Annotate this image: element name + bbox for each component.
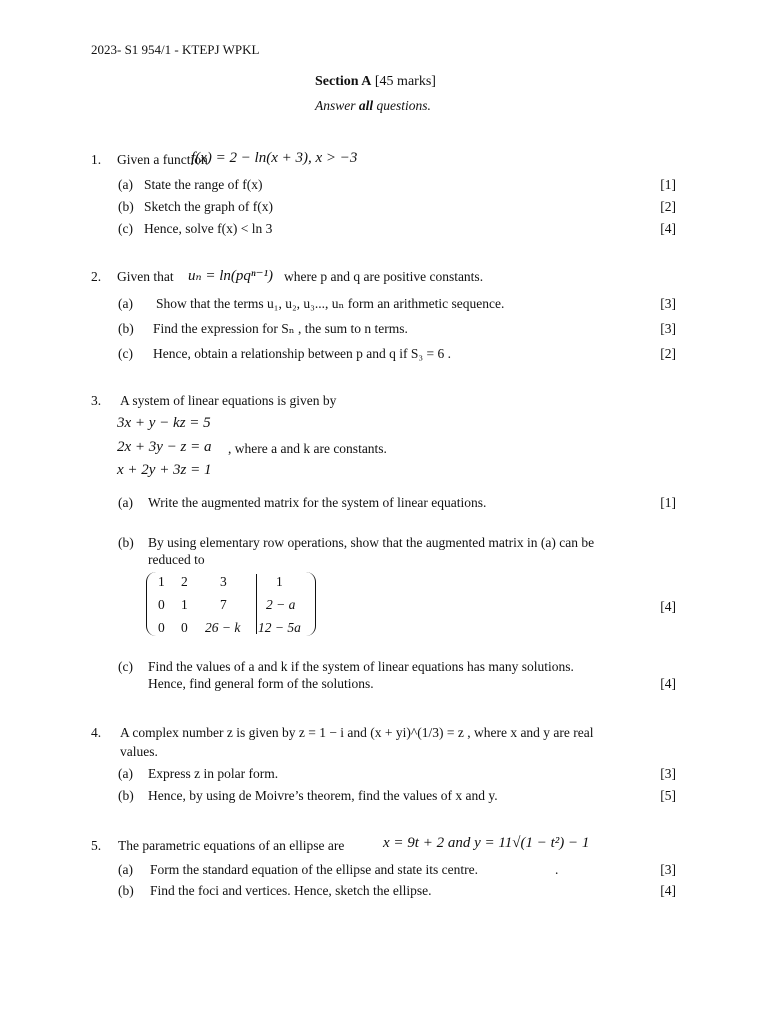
section-marks: [45 marks] [374,74,436,89]
augmented-matrix [146,572,316,638]
part-mark: [4] [660,676,676,691]
matrix-cell: 26 − k [205,620,241,635]
part-label: (b) [118,788,134,803]
part-mark: [4] [660,883,676,898]
part-mark: [3] [660,296,676,311]
matrix-cell: 7 [220,597,227,612]
part-label: (c) [118,221,133,236]
part-mark: [4] [660,221,676,236]
part-label: (a) [118,177,133,192]
question-stem-line-2: values. [120,744,158,759]
instruction-pre: Answer [315,98,359,113]
part-mark: [2] [660,199,676,214]
part-mark: [3] [660,766,676,781]
matrix-cell: 0 [158,620,165,635]
matrix-cell: 1 [276,574,283,589]
part-text: Hence, by using de Moivre’s theorem, find the values of x and y. [148,788,498,803]
part-text: Hence, solve f(x) < ln 3 [144,221,273,236]
question-stem-cont: where p and q are positive constants. [284,269,484,284]
equation-note: , where a and k are constants. [228,441,387,456]
part-text: Show that the terms u₁, u₂, u₃..., uₙ form an arithmetic sequence. [156,296,505,311]
matrix-cell: 2 [181,574,188,589]
part-text: Express z in polar form. [148,766,279,781]
part-text: Find the expression for Sₙ , the sum to n terms. [153,321,408,336]
part-text: State the range of f(x) [144,177,263,192]
function-expression: f(x) = 2 − ln(x + 3), x > −3 [191,150,358,166]
part-label: (b) [118,199,134,214]
part-mark: [3] [660,862,676,877]
part-label: (c) [118,659,133,674]
section-title-line [315,74,436,90]
left-bracket [146,572,157,636]
instruction-bold: all [358,98,374,113]
equation-2: 2x + 3y − z = a [117,439,212,455]
equation-1: 3x + y − kz = 5 [117,415,211,431]
part-label: (a) [118,766,133,781]
parametric-equations: x = 9t + 2 and y = 11√(1 − t²) − 1 [383,835,590,851]
equation-3: x + 2y + 3z = 1 [117,462,212,478]
part-label: (b) [118,535,134,550]
matrix-cell: 12 − 5a [258,620,301,635]
part-label: (a) [118,296,133,311]
part-text: Write the augmented matrix for the system of linear equations. [148,495,487,510]
stray-dot: . [555,862,559,877]
matrix-cell: 2 − a [266,597,296,612]
part-label: (b) [118,883,134,898]
part-mark: [1] [660,177,676,192]
augment-bar [256,574,257,634]
matrix-cell: 1 [158,574,165,589]
question-number: 5. [91,838,102,853]
question-stem: Given that [117,269,174,284]
part-text-line-2: reduced to [148,552,205,567]
part-mark: [1] [660,495,676,510]
question-stem: Given a function [117,152,208,167]
part-mark: [5] [660,788,676,803]
question-number: 3. [91,393,102,408]
part-label: (b) [118,321,134,336]
paper-code: 2023- S1 954/1 - KTEPJ WPKL [91,42,260,57]
section-instruction [315,98,431,114]
matrix-cell: 0 [181,620,188,635]
matrix-cell: 1 [181,597,188,612]
part-text: Find the foci and vertices. Hence, sketch the ellipse. [150,883,432,898]
section-title: Section A [315,74,372,89]
instruction-post: questions. [373,98,431,113]
part-label: (a) [118,495,133,510]
matrix-cell: 0 [158,597,165,612]
part-text: Form the standard equation of the ellipse and state its centre. [150,862,479,877]
part-label: (a) [118,862,133,877]
part-text-line-1: Find the values of a and k if the system of linear equations has many solutions. [148,659,574,674]
question-number: 4. [91,725,102,740]
part-label: (c) [118,346,133,361]
right-bracket [305,572,316,636]
sequence-expression: uₙ = ln(pqⁿ⁻¹) [188,268,273,284]
question-number: 2. [91,269,102,284]
part-mark: [4] [660,599,676,614]
part-mark: [3] [660,321,676,336]
part-text: Sketch the graph of f(x) [144,199,273,214]
part-text: Hence, obtain a relationship between p and q if S₃ = 6 . [153,346,451,361]
matrix-cell: 3 [220,574,227,589]
part-text-line-1: By using elementary row operations, show that the augmented matrix in (a) can be [148,535,595,550]
question-stem: A system of linear equations is given by [120,393,337,408]
part-mark: [2] [660,346,676,361]
question-stem: The parametric equations of an ellipse are [118,838,345,853]
question-stem: A complex number z is given by z = 1 − i and (x + yi)^(1/3) = z , where x and y are real [120,725,594,740]
question-number: 1. [91,152,102,167]
part-text-line-2: Hence, find general form of the solutions. [148,676,374,691]
